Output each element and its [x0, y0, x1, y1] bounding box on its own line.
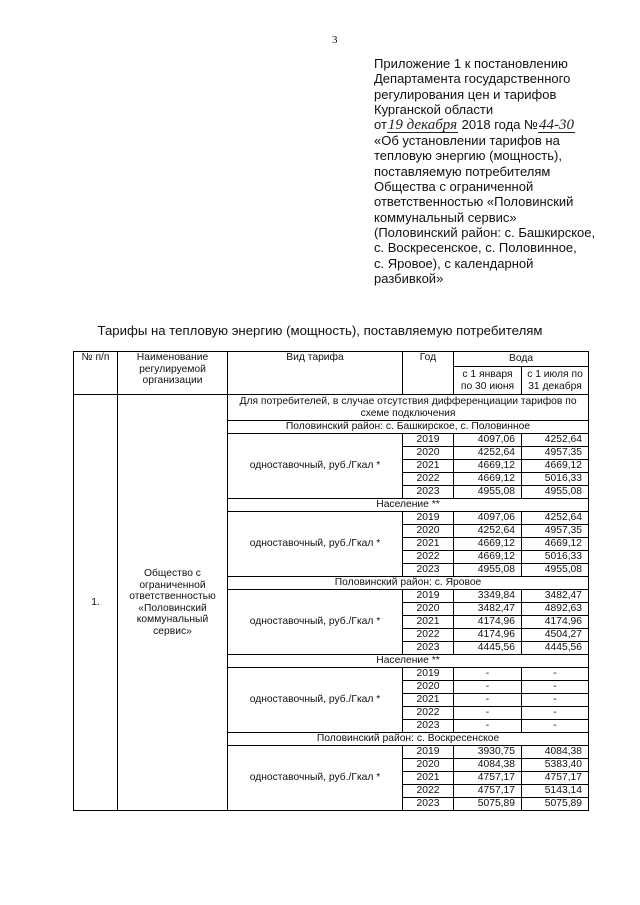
row-number: 1. — [74, 395, 118, 811]
value-h2: - — [522, 707, 589, 720]
value-h1: 4252,64 — [454, 447, 522, 460]
appendix-block — [374, 56, 624, 286]
appendix-line: «Об установлении тарифов на — [374, 133, 560, 149]
value-h2: 5075,89 — [522, 798, 589, 811]
intro-row — [74, 395, 589, 421]
header-period-1: с 1 января по 30 июня — [454, 367, 522, 395]
value-h2: 5016,33 — [522, 551, 589, 564]
year-cell: 2021 — [403, 538, 454, 551]
value-h1: 4669,12 — [454, 473, 522, 486]
tariff-type: одноставочный, руб./Гкал * — [228, 512, 403, 577]
value-h1: - — [454, 681, 522, 694]
area-name: Половинский район: с. Яровое — [228, 577, 589, 590]
value-h1: 5075,89 — [454, 798, 522, 811]
population-label: Население ** — [228, 655, 589, 668]
year-cell: 2021 — [403, 772, 454, 785]
value-h1: 4097,06 — [454, 434, 522, 447]
value-h2: - — [522, 720, 589, 733]
year-cell: 2019 — [403, 668, 454, 681]
header-type: Вид тарифа — [228, 352, 403, 395]
value-h1: 3482,47 — [454, 603, 522, 616]
appendix-line: тепловую энергию (мощность), — [374, 148, 562, 164]
value-h1: 4669,12 — [454, 538, 522, 551]
date-prefix: от — [374, 117, 387, 133]
value-h1: 4757,17 — [454, 785, 522, 798]
year-cell: 2020 — [403, 681, 454, 694]
year-cell: 2023 — [403, 564, 454, 577]
value-h1: 4669,12 — [454, 460, 522, 473]
appendix-line: Курганской области — [374, 101, 494, 117]
value-h1: - — [454, 668, 522, 681]
value-h2: - — [522, 681, 589, 694]
year-cell: 2022 — [403, 707, 454, 720]
population-label: Население ** — [228, 499, 589, 512]
year-cell: 2021 — [403, 694, 454, 707]
value-h1: - — [454, 720, 522, 733]
tariff-type: одноставочный, руб./Гкал * — [228, 434, 403, 499]
year-cell: 2022 — [403, 629, 454, 642]
table-body — [74, 395, 589, 811]
value-h2: 5016,33 — [522, 473, 589, 486]
year-cell: 2019 — [403, 512, 454, 525]
value-h1: 4174,96 — [454, 616, 522, 629]
value-h1: 3930,75 — [454, 746, 522, 759]
appendix-line: ответственностью «Половинский — [374, 194, 574, 210]
year-cell: 2023 — [403, 798, 454, 811]
value-h2: 4957,35 — [522, 525, 589, 538]
year-cell: 2022 — [403, 473, 454, 486]
value-h2: 4957,35 — [522, 447, 589, 460]
year-cell: 2019 — [403, 590, 454, 603]
appendix-line: регулирования цен и тарифов — [374, 86, 557, 102]
value-h2: 4174,96 — [522, 616, 589, 629]
value-h2: - — [522, 668, 589, 681]
year-cell: 2020 — [403, 447, 454, 460]
year-cell: 2023 — [403, 486, 454, 499]
value-h2: 4252,64 — [522, 434, 589, 447]
value-h1: 4955,08 — [454, 486, 522, 499]
value-h1: 4669,12 — [454, 551, 522, 564]
year-cell: 2022 — [403, 785, 454, 798]
appendix-date-line — [374, 117, 624, 133]
appendix-line: Приложение 1 к постановлению — [374, 56, 568, 71]
value-h2: 4955,08 — [522, 486, 589, 499]
year-text: 2018 года № — [461, 117, 538, 133]
appendix-line: разбивкой» — [374, 270, 444, 286]
year-cell: 2022 — [403, 551, 454, 564]
appendix-line: поставляемую потребителям — [374, 163, 551, 179]
page-number: 3 — [332, 34, 338, 46]
value-h1: 3349,84 — [454, 590, 522, 603]
value-h1: - — [454, 707, 522, 720]
appendix-line: Департамента государственного — [374, 71, 571, 87]
value-h2: 4669,12 — [522, 538, 589, 551]
value-h2: 5143,14 — [522, 785, 589, 798]
handwritten-number: 44-30 — [538, 117, 574, 134]
value-h2: 3482,47 — [522, 590, 589, 603]
value-h1: 4757,17 — [454, 772, 522, 785]
appendix-line: с. Яровое), с календарной — [374, 255, 534, 271]
value-h2: 4252,64 — [522, 512, 589, 525]
value-h2: 5383,40 — [522, 759, 589, 772]
value-h1: 4097,06 — [454, 512, 522, 525]
value-h2: 4504,27 — [522, 629, 589, 642]
table-title: Тарифы на тепловую энергию (мощность), поставляемую потребителям — [97, 323, 543, 338]
area-name: Половинский район: с. Воскресенское — [228, 733, 589, 746]
year-cell: 2023 — [403, 720, 454, 733]
year-cell: 2021 — [403, 460, 454, 473]
value-h1: 4084,38 — [454, 759, 522, 772]
header-period-2: с 1 июля по 31 декабря — [522, 367, 589, 395]
year-cell: 2023 — [403, 642, 454, 655]
tariff-type: одноставочный, руб./Гкал * — [228, 590, 403, 655]
value-h2: - — [522, 694, 589, 707]
area-name: Половинский район: с. Башкирское, с. Половинное — [228, 421, 589, 434]
value-h2: 4955,08 — [522, 564, 589, 577]
value-h2: 4445,56 — [522, 642, 589, 655]
header-water: Вода — [454, 352, 589, 367]
value-h1: 4955,08 — [454, 564, 522, 577]
appendix-line: (Половинский район: с. Башкирское, — [374, 224, 596, 240]
header-org: Наименование регулируемой организации — [118, 352, 228, 395]
appendix-line: Общества с ограниченной — [374, 179, 534, 195]
value-h1: 4445,56 — [454, 642, 522, 655]
tariff-table — [73, 351, 589, 811]
value-h1: 4174,96 — [454, 629, 522, 642]
value-h2: 4669,12 — [522, 460, 589, 473]
appendix-line: коммунальный сервис» — [374, 209, 517, 225]
value-h2: 4892,63 — [522, 603, 589, 616]
organization-name: Общество с ограниченной ответственностью «Половинский коммунальный сервис» — [118, 395, 228, 811]
year-cell: 2020 — [403, 525, 454, 538]
value-h2: 4757,17 — [522, 772, 589, 785]
header-num: № п/п — [74, 352, 118, 395]
handwritten-date: 19 декабря — [387, 117, 458, 134]
year-cell: 2019 — [403, 434, 454, 447]
tariff-type: одноставочный, руб./Гкал * — [228, 746, 403, 811]
tariff-type: одноставочный, руб./Гкал * — [228, 668, 403, 733]
header-year: Год — [403, 352, 454, 395]
intro-note: Для потребителей, в случае отсутствия дифференциации тарифов по схеме подключения — [228, 395, 589, 421]
value-h1: - — [454, 694, 522, 707]
year-cell: 2020 — [403, 603, 454, 616]
year-cell: 2019 — [403, 746, 454, 759]
value-h1: 4252,64 — [454, 525, 522, 538]
year-cell: 2021 — [403, 616, 454, 629]
value-h2: 4084,38 — [522, 746, 589, 759]
year-cell: 2020 — [403, 759, 454, 772]
appendix-line: с. Воскресенское, с. Половинное, — [374, 240, 577, 256]
